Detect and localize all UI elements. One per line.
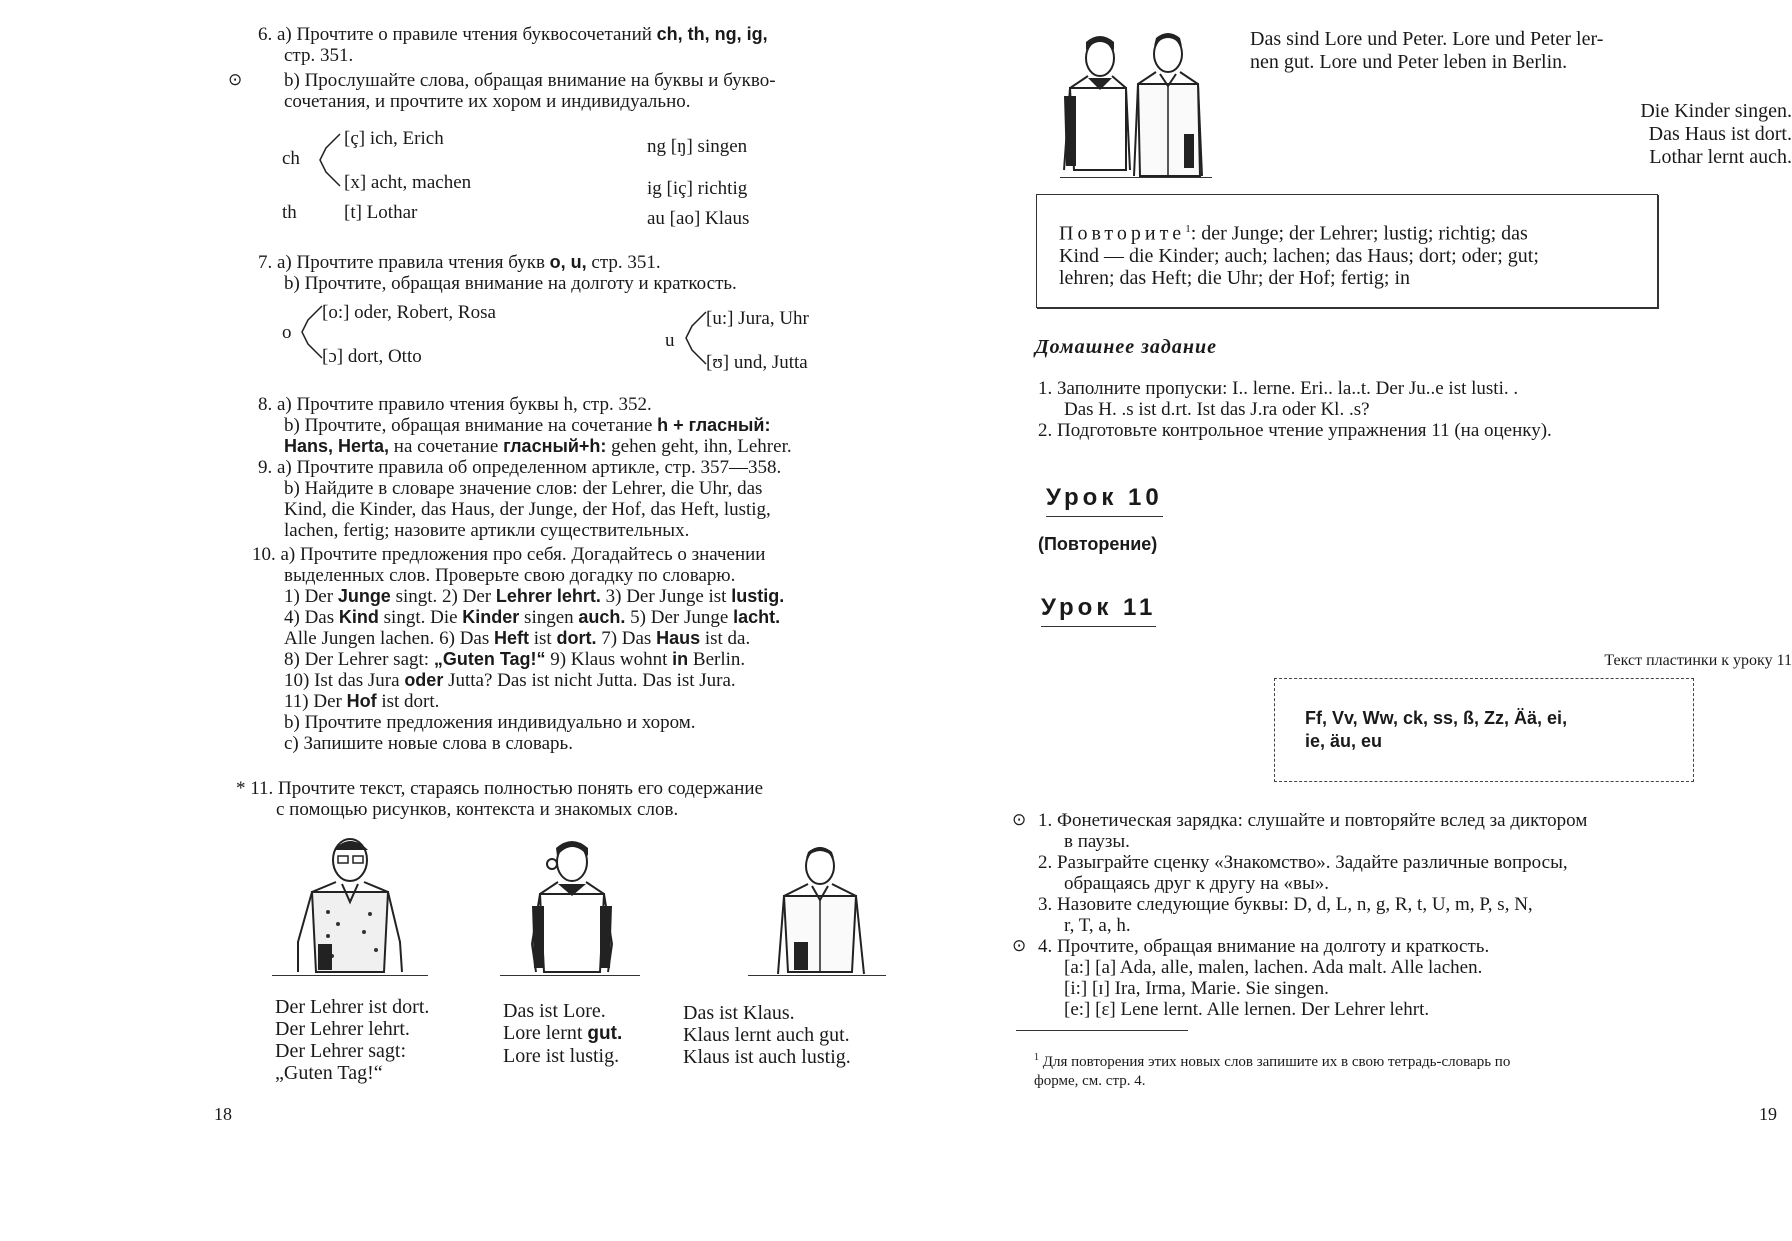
left-page: 6. a) Прочтите о правиле чтения буквосочетаний ch, th, ng, ig, стр. 351. b) Прослушайте слова, обращая внимание на буквы и букво- сочетания, и прочтите их хором и индивидуально. ⊙ ch [ç] ich, Erich [x] acht, machen th [t] Lothar ng [ŋ] singen ig [iç] richtig au [ao] Klaus 7. a) Прочтите правила чтения букв o, u, стр. 351. b) Прочтите, обращая внимание на долготу и краткость. o [o:] oder, Robert, Rosa [ɔ] dort, Otto u [u:] Jura, Uhr [ʊ] und, Jutta 8. a) Прочтите правило чтения буквы h, стр. 352. b) Прочтите, обращая внимание на сочетание h + гласный: Hans, Herta, на сочетание гласный+h: gehen geht, ihn, Lehrer. 9. a) Прочтите правила об определенном артикле, стр. 357—358. b) Найдите в словаре значение слов: der Lehrer, die Uhr, das Kind, die Kinder, das Haus, der Junge, der Hof, das Heft, lustig, lachen, fertig; назовите артикли существительных. 10. a) Прочтите предложения про себя. Догадайтесь о значении выделенных слов. Проверьте свою догадку по словарю. 1) Der Junge singt. 2) Der Lehrer lehrt. 3) Der Junge ist lustig. 4) Das Kind singt. Die Kinder singen auch. 5) Der Junge lacht. Alle Jungen lachen. 6) Das Heft ist dort. 7) Das Haus ist da. 8) Der Lehrer sagt: „Guten Tag!“ 9) Klaus wohnt in Berlin. 10) Ist das Jura oder Jutta? Das ist nicht Jutta. Das ist Jura. 11) Der Hof ist dort. b) Прочтите предложения индивидуально и хором. c) Запишите новые слова в словарь. * 11. Прочтите текст, стараясь полностью понять его содержание с помощью рисунков, контекста и знакомых слов. Der Lehrer ist dort. Der Lehrer lehrt. Der Lehrer sagt: „Guten Tag!“ Das ist Lore. Lore lernt gut. Lore ist lustig. Das ist Klaus. Klaus lernt auch gut. Klaus ist auch lustig. 18 [0, 0, 876, 1241]
repeat-heading: Повторите [1059, 222, 1186, 245]
exercise-10: 10. a) Прочтите предложения про себя. Догадайтесь о значении выделенных слов. Проверьте свою догадку по словарю. 1) Der Junge singt. 2) Der Lehrer lehrt. 3) Der Junge ist lustig. 4) Das Kind singt. Die Kinder singen auch. 5) Der Junge lacht. Alle Jungen lachen. 6) Das Heft ist dort. 7) Das Haus ist da. 8) Der Lehrer sagt: „Guten Tag!“ 9) Klaus wohnt in Berlin. 10) Ist das Jura oder Jutta? Das ist nicht Jutta. Das ist Jura. 11) Der Hof ist dort. b) Прочтите предложения индивидуально и хором. c) Запишите новые слова в словарь. [252, 544, 785, 754]
lesson-10-heading: Урок 10 [1046, 484, 1163, 517]
lesson-10-subtitle: (Повторение) [1038, 534, 1158, 554]
intro-sentences: Die Kinder singen. Das Haus ist dort. Lothar lernt auch. [1640, 100, 1792, 168]
right-page [876, 0, 1792, 1241]
teacher-illustration [272, 832, 428, 976]
klaus-illustration [770, 842, 870, 974]
footnote-separator [1016, 1030, 1188, 1031]
audio-icon: ⊙ [1012, 810, 1027, 830]
exercise-6: 6. a) Прочтите о правиле чтения буквосочетаний ch, th, ng, ig, стр. 351. b) Прослушайте слова, обращая внимание на буквы и букво- сочетания, и прочтите их хором и индивидуально. [258, 24, 776, 112]
lesson-11-exercises: 1. Фонетическая зарядка: слушайте и повторяйте вслед за диктором в паузы. 2. Разыграйте сценку «Знакомство». Задайте различные вопросы, обращаясь друг к другу на «вы». 3. Назовите следующие буквы: D, d, L, n, g, R, t, U, m, P, s, N, r, T, a, h. 4. Прочтите, обращая внимание на долготу и краткость. [a:] [a] Ada, alle, malen, lachen. Ada malt. Alle lachen. [i:] [ɪ] Ira, Irma, Marie. Sie singen. [e:] [ɛ] Lene lernt. Alle lernen. Der Lehrer lehrt. [1038, 810, 1588, 1020]
audio-icon: ⊙ [1012, 936, 1027, 956]
lore-illustration [522, 834, 622, 974]
figure-ground-line [272, 975, 428, 976]
branch-bracket-icon [316, 128, 342, 192]
caption-lore: Das ist Lore. Lore lernt gut. Lore ist lustig. [503, 1000, 623, 1067]
branch-bracket-icon [682, 306, 708, 370]
record-letters-box: Ff, Vv, Ww, ck, ss, ß, Zz, Ää, ei, ie, äu, eu [1274, 678, 1694, 782]
exercise-9: 9. a) Прочтите правила об определенном артикле, стр. 357—358. b) Найдите в словаре значение слов: der Lehrer, die Uhr, das Kind, die Kinder, das Haus, der Junge, der Hof, das Heft, lustig, lachen, fertig; назовите артикли существительных. [258, 457, 782, 541]
record-label: Текст пластинки к уроку 11 [1604, 652, 1792, 669]
caption-klaus: Das ist Klaus. Klaus lernt auch gut. Klaus ist auch lustig. [683, 1002, 851, 1068]
footnote: $^1$ Для повторения этих новых слов запишите их в свою тетрадь-словарь по форме, см. стр. 4. [1034, 1052, 1511, 1089]
intro-text: Das sind Lore und Peter. Lore und Peter ler- nen gut. Lore und Peter leben in Berlin. [1250, 28, 1604, 73]
exercise-7: 7. a) Прочтите правила чтения букв o, u, стр. 351. b) Прочтите, обращая внимание на долготу и краткость. [258, 252, 737, 294]
audio-icon: ⊙ [228, 70, 243, 90]
repeat-vocabulary-box: Повторите$^1$: der Junge; der Lehrer; lustig; richtig; das Kind — die Kinder; auch; lachen; das Haus; dort; oder; gut; lehren; das Heft; die Uhr; der Hof; fertig; in [1036, 194, 1658, 308]
homework-list: 1. Заполните пропуски: I.. lerne. Eri.. la..t. Der Ju..e ist lusti. . Das H. .s ist d.rt. Ist das J.ra oder Kl. .s? 2. Подготовьте контрольное чтение упражнения 11 (на оценку). [1038, 378, 1552, 441]
caption-teacher: Der Lehrer ist dort. Der Lehrer lehrt. Der Lehrer sagt: „Guten Tag!“ [275, 996, 430, 1084]
exercise-8: 8. a) Прочтите правило чтения буквы h, стр. 352. b) Прочтите, обращая внимание на сочетание h + гласный: Hans, Herta, на сочетание гласный+h: gehen geht, ihn, Lehrer. [258, 394, 792, 457]
branch-bracket-icon [298, 300, 324, 364]
lesson-11-heading: Урок 11 [1041, 594, 1156, 627]
page-number: 19 [1759, 1104, 1777, 1124]
figure-ground-line [500, 975, 640, 976]
page-number: 18 [214, 1104, 232, 1124]
figure-ground-line [748, 975, 886, 976]
exercise-11: * 11. Прочтите текст, стараясь полностью понять его содержание с помощью рисунков, контекста и знакомых слов. [236, 778, 764, 820]
lore-and-peter-illustration [1060, 30, 1210, 178]
figure-ground-line [1060, 177, 1212, 178]
homework-title: Домашнее задание [1035, 336, 1217, 358]
